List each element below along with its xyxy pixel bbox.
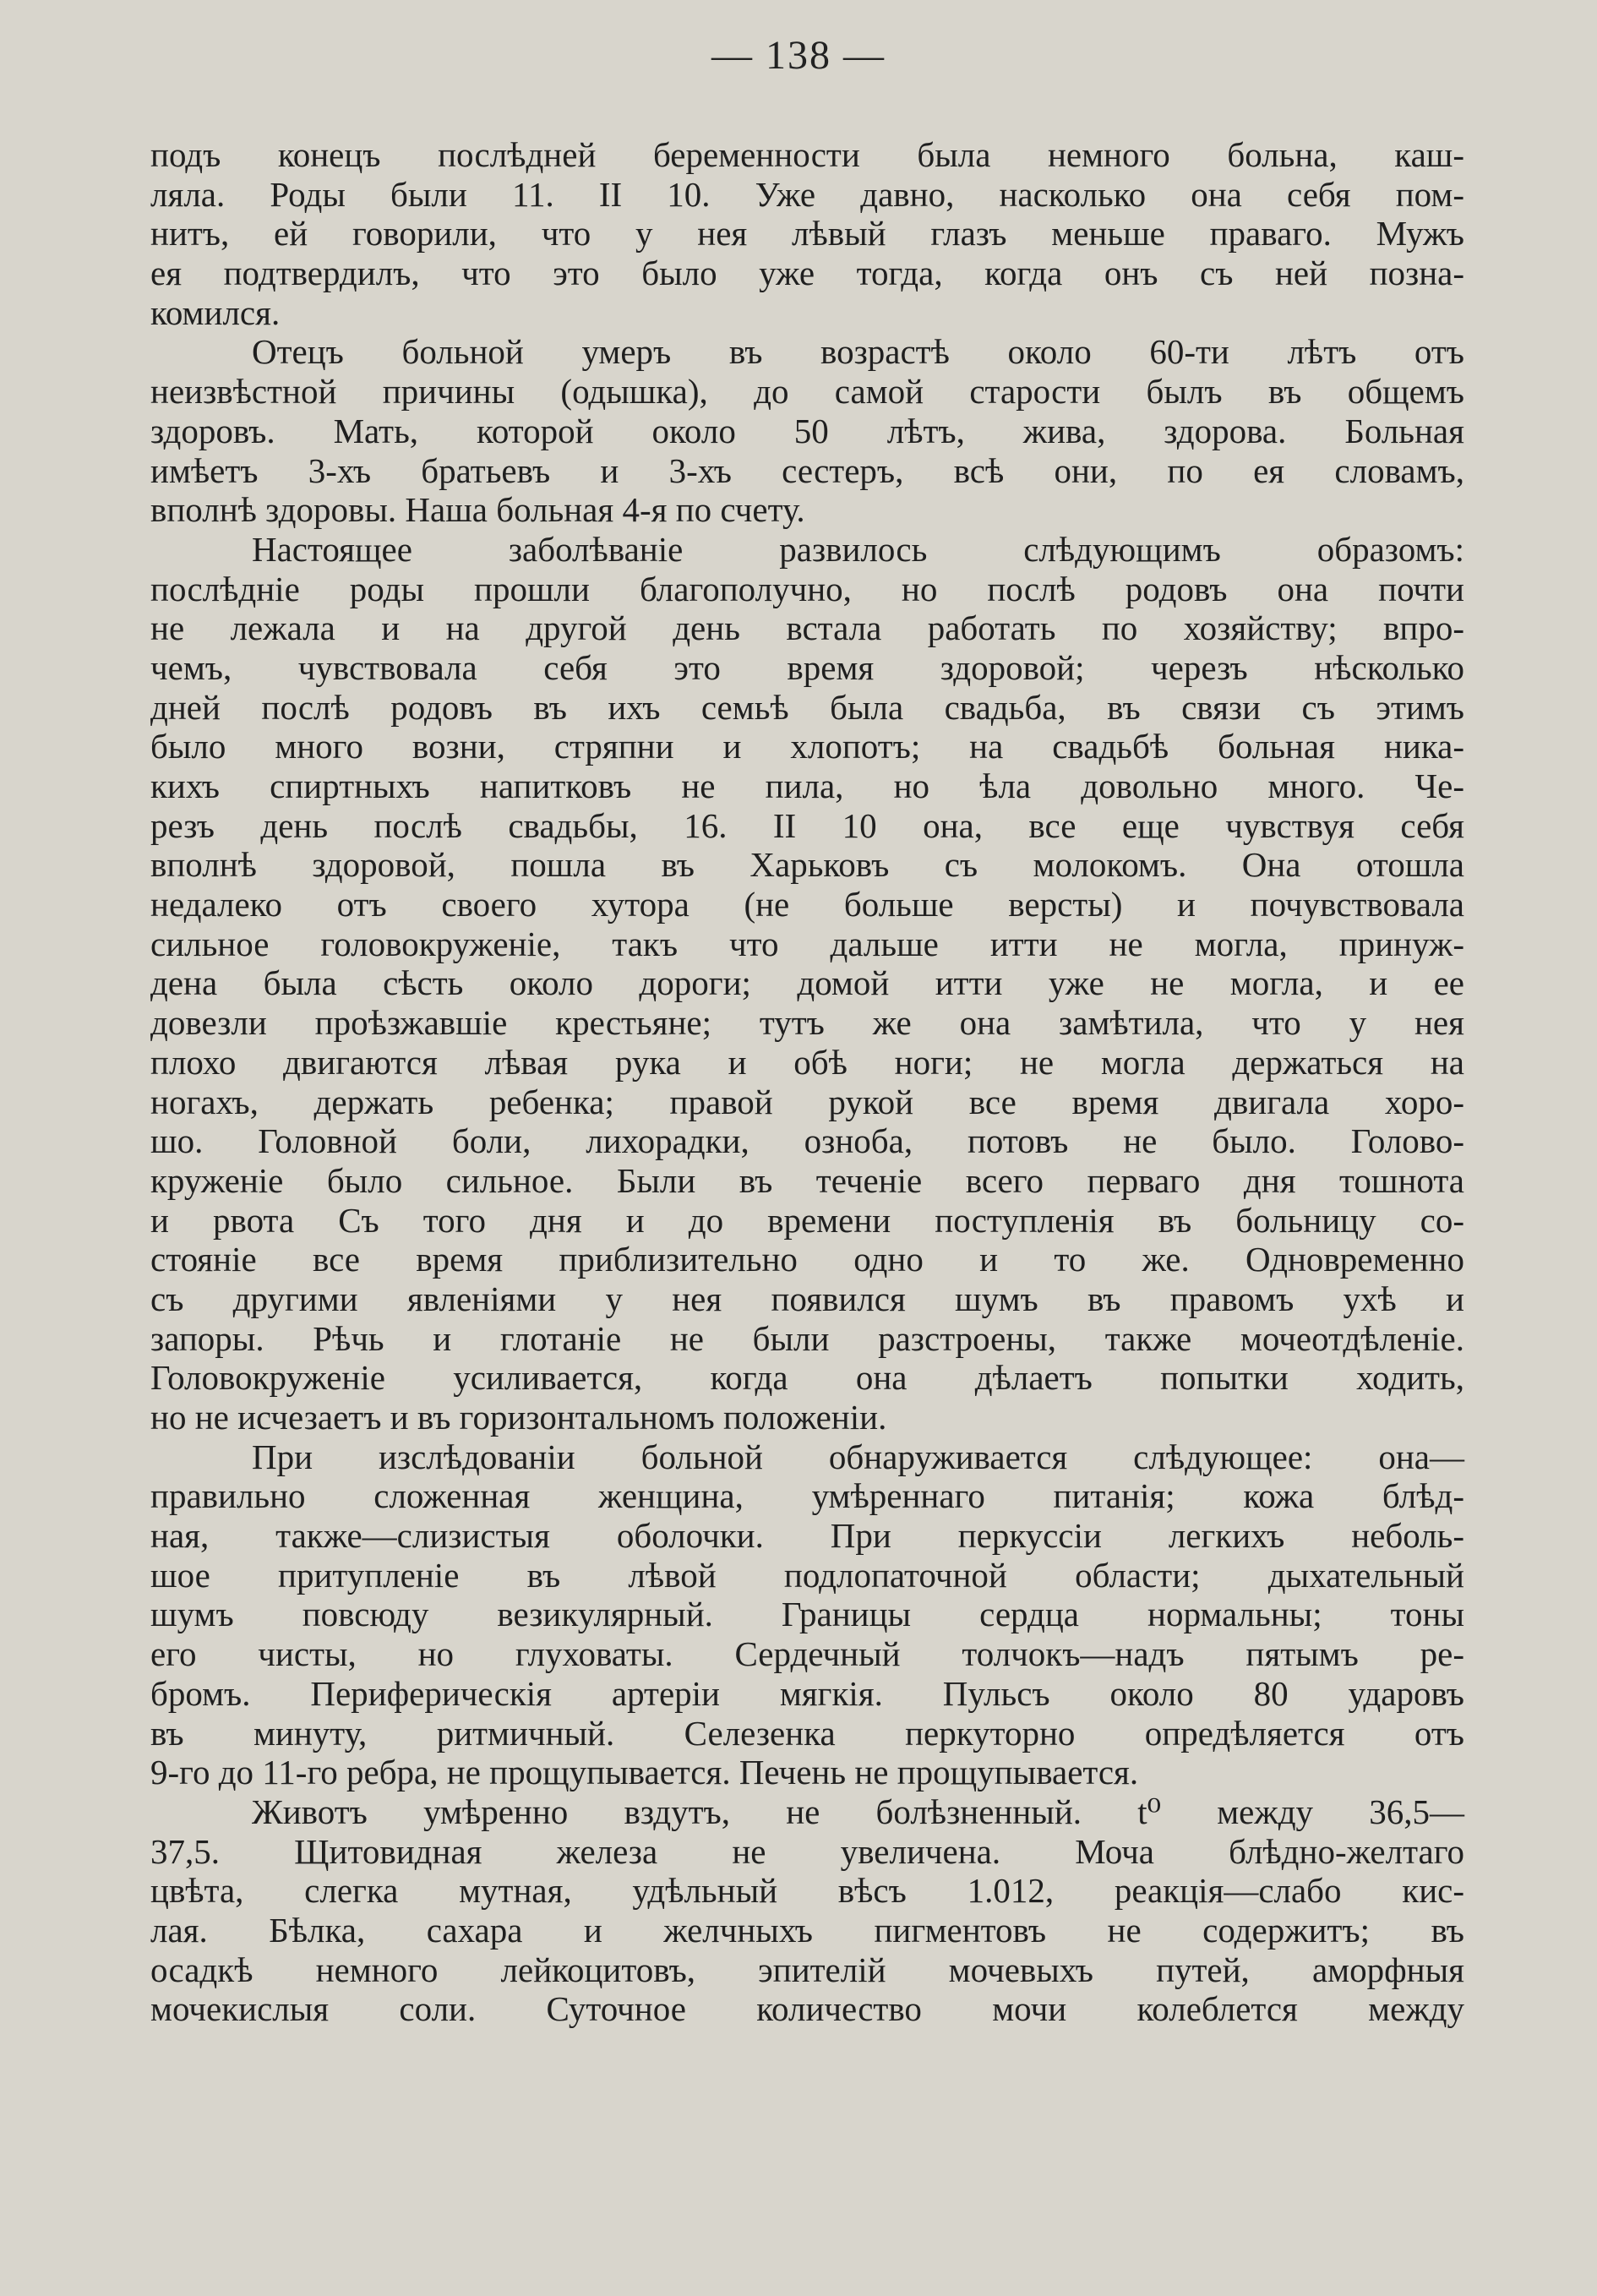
text-line: шо. Головной боли, лихорадки, озноба, потовъ не было. Голово- xyxy=(150,1121,1464,1161)
page-number: — 138 — xyxy=(711,33,886,78)
text-line: сильное головокруженіе, такъ что дальше итти не могла, принуж- xyxy=(150,924,1464,963)
text-line: ляла. Роды были 11. II 10. Уже давно, насколько она себя пом- xyxy=(150,174,1464,214)
text-line: въ минуту, ритмичный. Селезенка перкуторно опредѣляется отъ xyxy=(150,1713,1464,1753)
text-line: комился. xyxy=(150,292,281,332)
text-line: мочекислыя соли. Суточное количество мочи колеблется между xyxy=(150,1989,1464,2029)
text-line: нитъ, ей говорили, что у нея лѣвый глазъ меньше праваго. Мужъ xyxy=(150,214,1464,254)
text-line: недалеко отъ своего хутора (не больше версты) и почувствовала xyxy=(150,885,1464,924)
text-line: цвѣта, слегка мутная, удѣльный вѣсъ 1.012, реакція—слабо кис- xyxy=(150,1871,1464,1911)
text-line: стояніе все время приблизительно одно и то же. Одновременно xyxy=(150,1240,1464,1279)
text-line: чемъ, чувствовала себя это время здоровой; черезъ нѣсколько xyxy=(150,647,1464,687)
body-text xyxy=(150,135,1464,2029)
text-line: шое притупленіе въ лѣвой подлопаточной области; дыхательный xyxy=(150,1555,1464,1595)
text-line: бромъ. Периферическія артеріи мягкія. Пульсъ около 80 ударовъ xyxy=(150,1673,1464,1713)
text-line: кихъ спиртныхъ напитковъ не пила, но ѣла довольно много. Че- xyxy=(150,766,1464,805)
text-line: вполнѣ здоровой, пошла въ Харьковъ съ молокомъ. Она отошла xyxy=(150,845,1464,885)
text-line: резъ день послѣ свадьбы, 16. II 10 она, все еще чувствуя себя xyxy=(150,805,1464,845)
text-line: круженіе было сильное. Были въ теченіе всего перваго дня тошнота xyxy=(150,1160,1464,1200)
paragraph xyxy=(150,530,1464,1437)
text-line: было много возни, стряпни и хлопотъ; на свадьбѣ больная ника- xyxy=(150,727,1464,766)
text-line: При изслѣдованіи больной обнаруживается слѣдующее: она— xyxy=(252,1437,1464,1476)
text-line: съ другими явленіями у нея появился шумъ въ правомъ ухѣ и xyxy=(150,1279,1464,1318)
text-line: запоры. Рѣчь и глотаніе не были разстроены, также мочеотдѣленіе. xyxy=(150,1318,1464,1358)
text-line: довезли проѣзжавшіе крестьяне; тутъ же она замѣтила, что у нея xyxy=(150,1003,1464,1043)
text-line: неизвѣстной причины (одышка), до самой старости былъ въ общемъ xyxy=(150,372,1464,412)
text-line: дней послѣ родовъ въ ихъ семьѣ была свадьба, въ связи съ этимъ xyxy=(150,687,1464,727)
text-line: и рвота Съ того дня и до времени поступленія въ больницу со- xyxy=(150,1200,1464,1240)
text-line: Головокруженіе усиливается, когда она дѣлаетъ попытки ходить, xyxy=(150,1358,1464,1398)
text-line: не лежала и на другой день встала работать по хозяйству; впро- xyxy=(150,608,1464,648)
text-line: плохо двигаются лѣвая рука и обѣ ноги; не могла держаться на xyxy=(150,1042,1464,1082)
text-line: Животъ умѣренно вздутъ, не болѣзненный. t⁰ между 36,5— xyxy=(252,1792,1464,1831)
text-line: лая. Бѣлка, сахара и желчныхъ пигментовъ не содержитъ; въ xyxy=(150,1910,1464,1950)
text-line: его чисты, но глуховаты. Сердечный толчокъ—надъ пятымъ ре- xyxy=(150,1634,1464,1674)
text-line: подъ конецъ послѣдней беременности была немного больна, каш- xyxy=(150,135,1464,174)
text-line: имѣетъ 3-хъ братьевъ и 3-хъ сестеръ, всѣ они, по ея словамъ, xyxy=(150,450,1464,490)
text-line: дена была сѣсть около дороги; домой итти уже не могла, и ее xyxy=(150,963,1464,1003)
text-line: здоровъ. Мать, которой около 50 лѣтъ, жива, здорова. Больная xyxy=(150,411,1464,450)
text-line: ногахъ, держать ребенка; правой рукой все время двигала хоро- xyxy=(150,1082,1464,1121)
text-line: 9-го до 11-го ребра, не прощупывается. Печень не прощупывается. xyxy=(150,1753,1139,1792)
text-line: осадкѣ немного лейкоцитовъ, эпителій мочевыхъ путей, аморфныя xyxy=(150,1950,1464,1989)
text-line: но не исчезаетъ и въ горизонтальномъ положеніи. xyxy=(150,1398,887,1437)
text-line: 37,5. Щитовидная железа не увеличена. Моча блѣдно-желтаго xyxy=(150,1831,1464,1871)
text-line: ная, также—слизистыя оболочки. При перкуссіи легкихъ неболь- xyxy=(150,1516,1464,1556)
text-line: шумъ повсюду везикулярный. Границы сердца нормальны; тоны xyxy=(150,1595,1464,1634)
text-line: Настоящее заболѣваніе развилось слѣдующимъ образомъ: xyxy=(252,529,1464,569)
paragraph xyxy=(150,332,1464,529)
paragraph xyxy=(150,1792,1464,2029)
paragraph xyxy=(150,1437,1464,1792)
text-line: правильно сложенная женщина, умѣреннаго питанія; кожа блѣд- xyxy=(150,1476,1464,1516)
text-line: послѣдніе роды прошли благополучно, но послѣ родовъ она почти xyxy=(150,569,1464,608)
text-line: вполнѣ здоровы. Наша больная 4-я по счету. xyxy=(150,490,805,530)
text-line: Отецъ больной умеръ въ возрастѣ около 60-ти лѣтъ отъ xyxy=(252,332,1464,372)
text-line: ея подтвердилъ, что это было уже тогда, когда онъ съ ней позна- xyxy=(150,254,1464,293)
paragraph xyxy=(150,135,1464,332)
